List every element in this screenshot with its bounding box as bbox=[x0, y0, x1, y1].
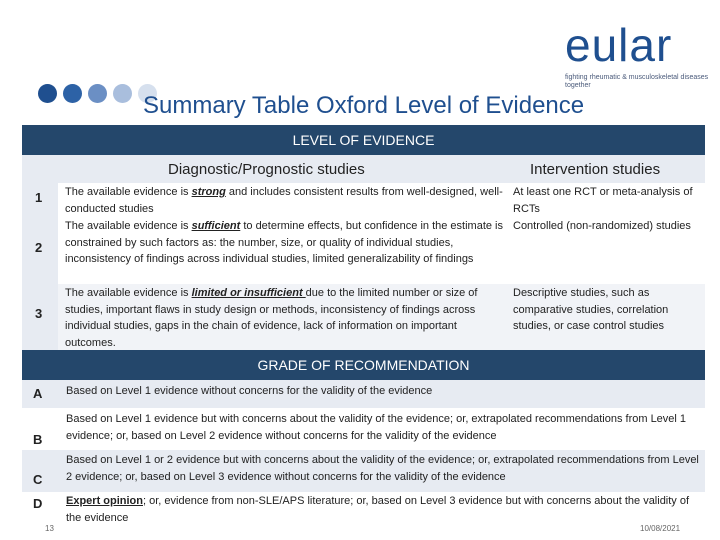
grade-c-text: Based on Level 1 or 2 evidence but with concerns about the validity of the evidence; or, extrapolated recommendations from Level 2 evidence; or, based on Level 3 evidence without concerns for the validity of the evidence bbox=[66, 454, 699, 483]
level-3-number: 3 bbox=[35, 306, 43, 321]
footer-date: 10/08/2021 bbox=[640, 524, 681, 533]
dot-4 bbox=[113, 84, 132, 103]
expert-opinion-link-text: Expert opinion bbox=[66, 495, 143, 507]
grade-a-text: Based on Level 1 evidence without concerns for the validity of the evidence bbox=[66, 385, 433, 397]
grade-of-recommendation-header: GRADE OF RECOMMENDATION bbox=[22, 350, 705, 380]
intervention-column-header: Intervention studies bbox=[530, 161, 661, 178]
diag-column-header: Diagnostic/Prognostic studies bbox=[168, 161, 365, 178]
dot-2 bbox=[63, 84, 82, 103]
grade-b-letter: B bbox=[33, 432, 43, 447]
level-2-diag-text bbox=[65, 218, 505, 268]
dot-3 bbox=[88, 84, 107, 103]
level-3-diag-text bbox=[65, 285, 505, 352]
logo-tagline: fighting rheumatic & musculoskeletal diseases together bbox=[565, 74, 709, 89]
page-title: Summary Table Oxford Level of Evidence bbox=[143, 92, 585, 119]
eular-logo bbox=[565, 19, 715, 90]
level-1-diag-text bbox=[65, 184, 505, 217]
grade-c-letter: C bbox=[33, 472, 43, 487]
level-1-emphasis: strong bbox=[191, 186, 226, 198]
level-2-post: to determine effects, but confidence in the estimate is constrained by such factors as: the number, size, or quality of individual studies, inconsistency of findings across individual studies, limited generalizability of findings bbox=[65, 220, 504, 266]
level-1-pre: The available evidence is bbox=[65, 186, 192, 198]
grade-d-text bbox=[66, 493, 706, 526]
grade-d-letter: D bbox=[33, 496, 43, 511]
level-3-post: due to the limited number or size of studies, important flaws in study design or methods, inconsistency of findings across individual studies, gaps in the chain of evidence, lack of information on important outcomes. bbox=[65, 287, 478, 350]
level-2-pre: The available evidence is bbox=[65, 220, 192, 232]
grade-a-letter: A bbox=[33, 386, 43, 401]
level-3-emphasis: limited or insufficient bbox=[191, 287, 306, 299]
level-2-emphasis: sufficient bbox=[191, 220, 241, 232]
grade-d-rest: ; or, evidence from non-SLE/APS literature; or, based on Level 3 evidence but with concerns about the validity of the evidence bbox=[66, 495, 690, 524]
grade-b-text: Based on Level 1 evidence but with concerns about the validity of the evidence; or, extrapolated recommendations from Level 1 evidence; or, based on Level 2 evidence without concerns for the validity of the evidence bbox=[66, 413, 687, 442]
level-3-pre: The available evidence is bbox=[65, 287, 192, 299]
level-2-intervention-text: Controlled (non-randomized) studies bbox=[513, 220, 691, 232]
logo-wordmark: eular bbox=[565, 19, 673, 71]
level-1-intervention-text: At least one RCT or meta-analysis of RCTs bbox=[513, 186, 693, 215]
level-of-evidence-header: LEVEL OF EVIDENCE bbox=[22, 125, 705, 155]
level-3-intervention-text: Descriptive studies, such as comparative studies, correlation studies, or case control studies bbox=[513, 287, 669, 333]
page-number: 13 bbox=[45, 524, 54, 533]
level-1-number: 1 bbox=[35, 190, 43, 205]
dot-1 bbox=[38, 84, 57, 103]
level-2-number: 2 bbox=[35, 240, 43, 255]
level-1-post: and includes consistent results from well-designed, well-conducted studies bbox=[65, 186, 503, 215]
